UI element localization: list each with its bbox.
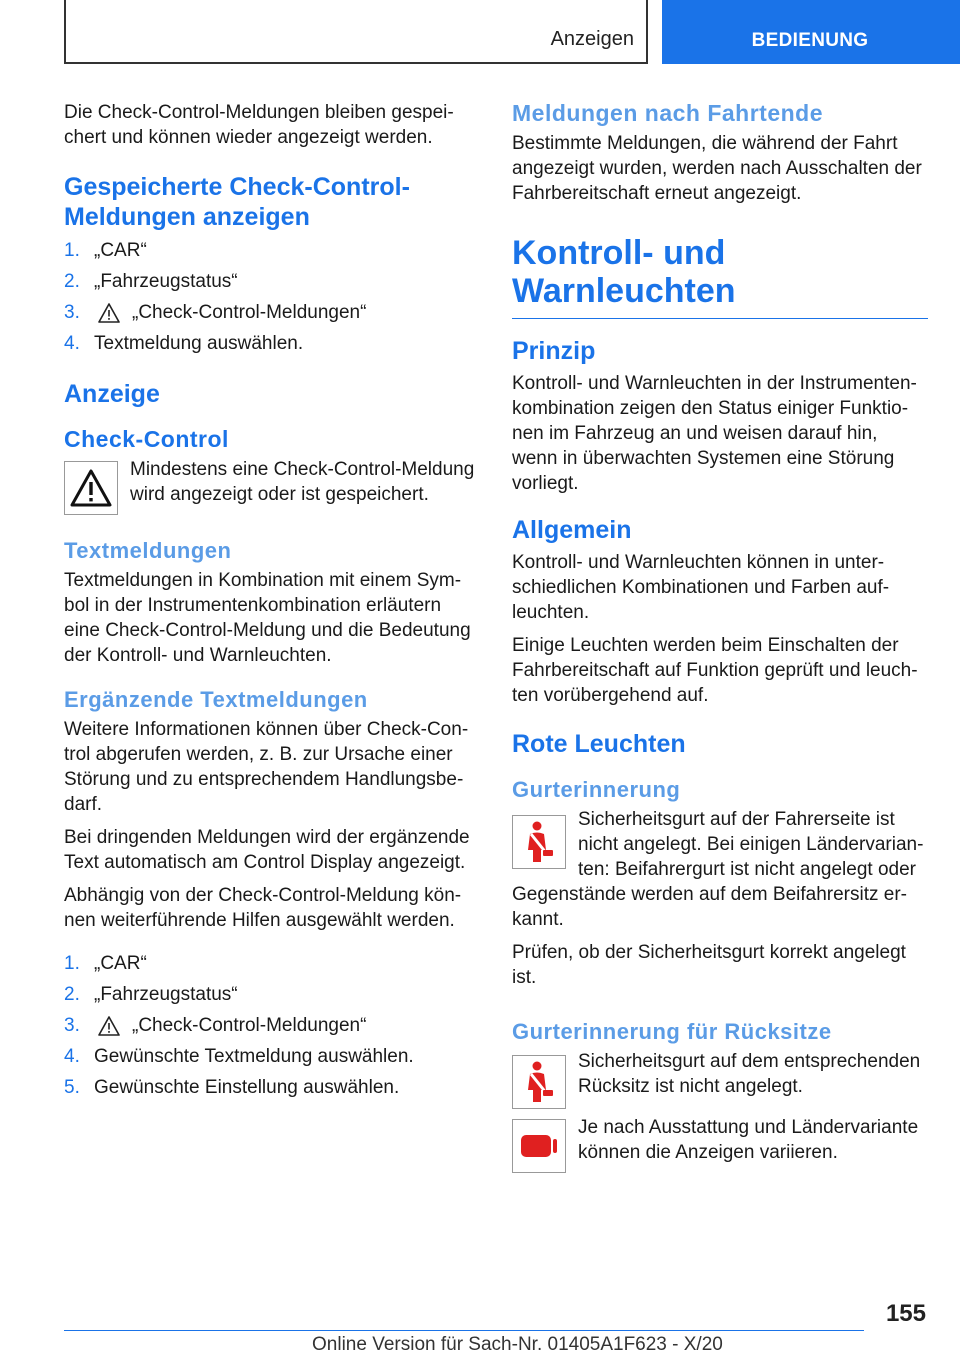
header-chapter-tab xyxy=(662,0,960,64)
warning-icon xyxy=(69,468,113,508)
warning-icon xyxy=(98,303,120,323)
extra-paragraph-2: Bei dringenden Meldungen wird der ergänzende Text automatisch am Control Display angezeigt. xyxy=(64,827,470,873)
list-item: 1. „CAR“ xyxy=(64,953,147,974)
heading-rear-belt-reminder: Gurterinnerung für Rücksitze xyxy=(512,1019,832,1044)
heading-general: Allgemein xyxy=(512,516,632,544)
list-item: 2. „Fahrzeugstatus“ xyxy=(64,984,238,1005)
left-column xyxy=(64,100,480,1108)
belt-icon-box xyxy=(512,815,566,869)
page-number: 155 xyxy=(885,1300,926,1327)
heading-principle: Prinzip xyxy=(512,337,596,365)
extra-paragraph-1: Weitere Informationen können über Check-Control abgerufen werden, z. B. zur Ursache einer Störung und zu entsprechendem Handlungsbedarf. xyxy=(64,719,469,815)
heading-red-lights: Rote Leuchten xyxy=(512,730,686,758)
check-control-row xyxy=(64,457,480,515)
extra-paragraph-3: Abhängig von der Check-Control-Meldung können weiterführende Hilfen ausgewählt werden. xyxy=(64,885,462,931)
rear-belt-text: Sicherheitsgurt auf dem entsprechenden Rücksitz ist nicht angelegt. xyxy=(578,1051,921,1097)
list-item: 3. „Check-Control-Meldungen“ xyxy=(64,1015,367,1036)
steps-list-2 xyxy=(64,951,480,1100)
list-item: 2. „Fahrzeugstatus“ xyxy=(64,271,238,292)
heading-check-control: Check-Control xyxy=(64,426,229,452)
footer-text: Online Version für Sach-Nr. 01405A1F623 - X/20 xyxy=(312,1334,723,1355)
heading-stored-messages: Gespeicherte Check-Control-Meldungen anzeigen xyxy=(64,173,410,231)
heading-display: Anzeige xyxy=(64,380,160,408)
heading-extra-messages: Ergänzende Textmeldungen xyxy=(64,687,368,712)
general-text-2: Einige Leuchten werden beim Einschalten der Fahrbereitschaft auf Funktion geprüft und leuchten vorübergehend auf. xyxy=(512,635,918,706)
seatbelt-icon xyxy=(521,820,557,864)
rear-seat-row xyxy=(512,1115,928,1173)
divider xyxy=(512,318,928,319)
list-item: 4. Textmeldung auswählen. xyxy=(64,333,304,354)
seatbelt-icon xyxy=(521,1060,557,1104)
list-item: 5. Gewünschte Einstellung auswählen. xyxy=(64,1077,400,1098)
rear-belt-row xyxy=(512,1049,928,1109)
header-section-label: Anzeigen xyxy=(550,28,634,50)
general-text-1: Kontroll- und Warnleuchten können in unterschiedlichen Kombinationen und Farben aufleuchten. xyxy=(512,552,890,623)
list-item: 4. Gewünschte Textmeldung auswählen. xyxy=(64,1046,414,1067)
warning-icon xyxy=(98,1016,120,1036)
list-item: 1. „CAR“ xyxy=(64,240,147,261)
principle-text: Kontroll- und Warnleuchten in der Instrumentenkombination zeigen den Status einiger Funktionen im Fahrzeug an und weisen darauf hin, wenn in überwachten Systemen eine Störung vorliegt. xyxy=(512,373,917,494)
check-control-text: Mindestens eine Check-Control-Meldung wird angezeigt oder ist gespeichert. xyxy=(130,459,475,505)
right-column xyxy=(512,100,928,1179)
belt-reminder-text: Sicherheitsgurt auf der Fahrerseite ist nicht angelegt. Bei einigen Ländervarianten: Beifahrergurt ist nicht angelegt oder Gegenstände werden auf dem Beifahrersitz erkannt. xyxy=(512,809,924,930)
footer-divider xyxy=(64,1330,864,1331)
check-control-icon-box xyxy=(64,461,118,515)
rear-seat-icon-box xyxy=(512,1119,566,1173)
list-item: 3. „Check-Control-Meldungen“ xyxy=(64,302,367,323)
heading-text-messages: Textmeldungen xyxy=(64,538,232,563)
intro-text: Die Check-Control-Meldungen bleiben gespeichert und können wieder angezeigt werden. xyxy=(64,102,454,148)
heading-messages-after-trip: Meldungen nach Fahrtende xyxy=(512,100,824,126)
belt-reminder-check: Prüfen, ob der Sicherheitsgurt korrekt angelegt ist. xyxy=(512,942,906,988)
heading-indicator-lights: Kontroll- und Warnleuchten xyxy=(512,234,736,310)
belt-reminder-block xyxy=(512,807,928,932)
messages-after-trip-text: Bestimmte Meldungen, die während der Fahrt angezeigt wurden, werden nach Ausschalten der Fahrbereitschaft erneut angezeigt. xyxy=(512,133,922,204)
rear-belt-icon-box xyxy=(512,1055,566,1109)
heading-belt-reminder: Gurterinnerung xyxy=(512,777,681,802)
text-messages-paragraph: Textmeldungen in Kombination mit einem Symbol in der Instrumentenkombination erläutern eine Check-Control-Meldung und die Bedeutung der Kontroll- und Warnleuchten. xyxy=(64,570,471,666)
rear-seat-indicator-icon xyxy=(519,1129,559,1163)
rear-seat-text: Je nach Ausstattung und Ländervariante können die Anzeigen variieren. xyxy=(578,1117,919,1163)
header-chapter-label: BEDIENUNG xyxy=(751,30,869,51)
steps-list-1 xyxy=(64,238,480,356)
header-section-tab xyxy=(64,0,648,64)
